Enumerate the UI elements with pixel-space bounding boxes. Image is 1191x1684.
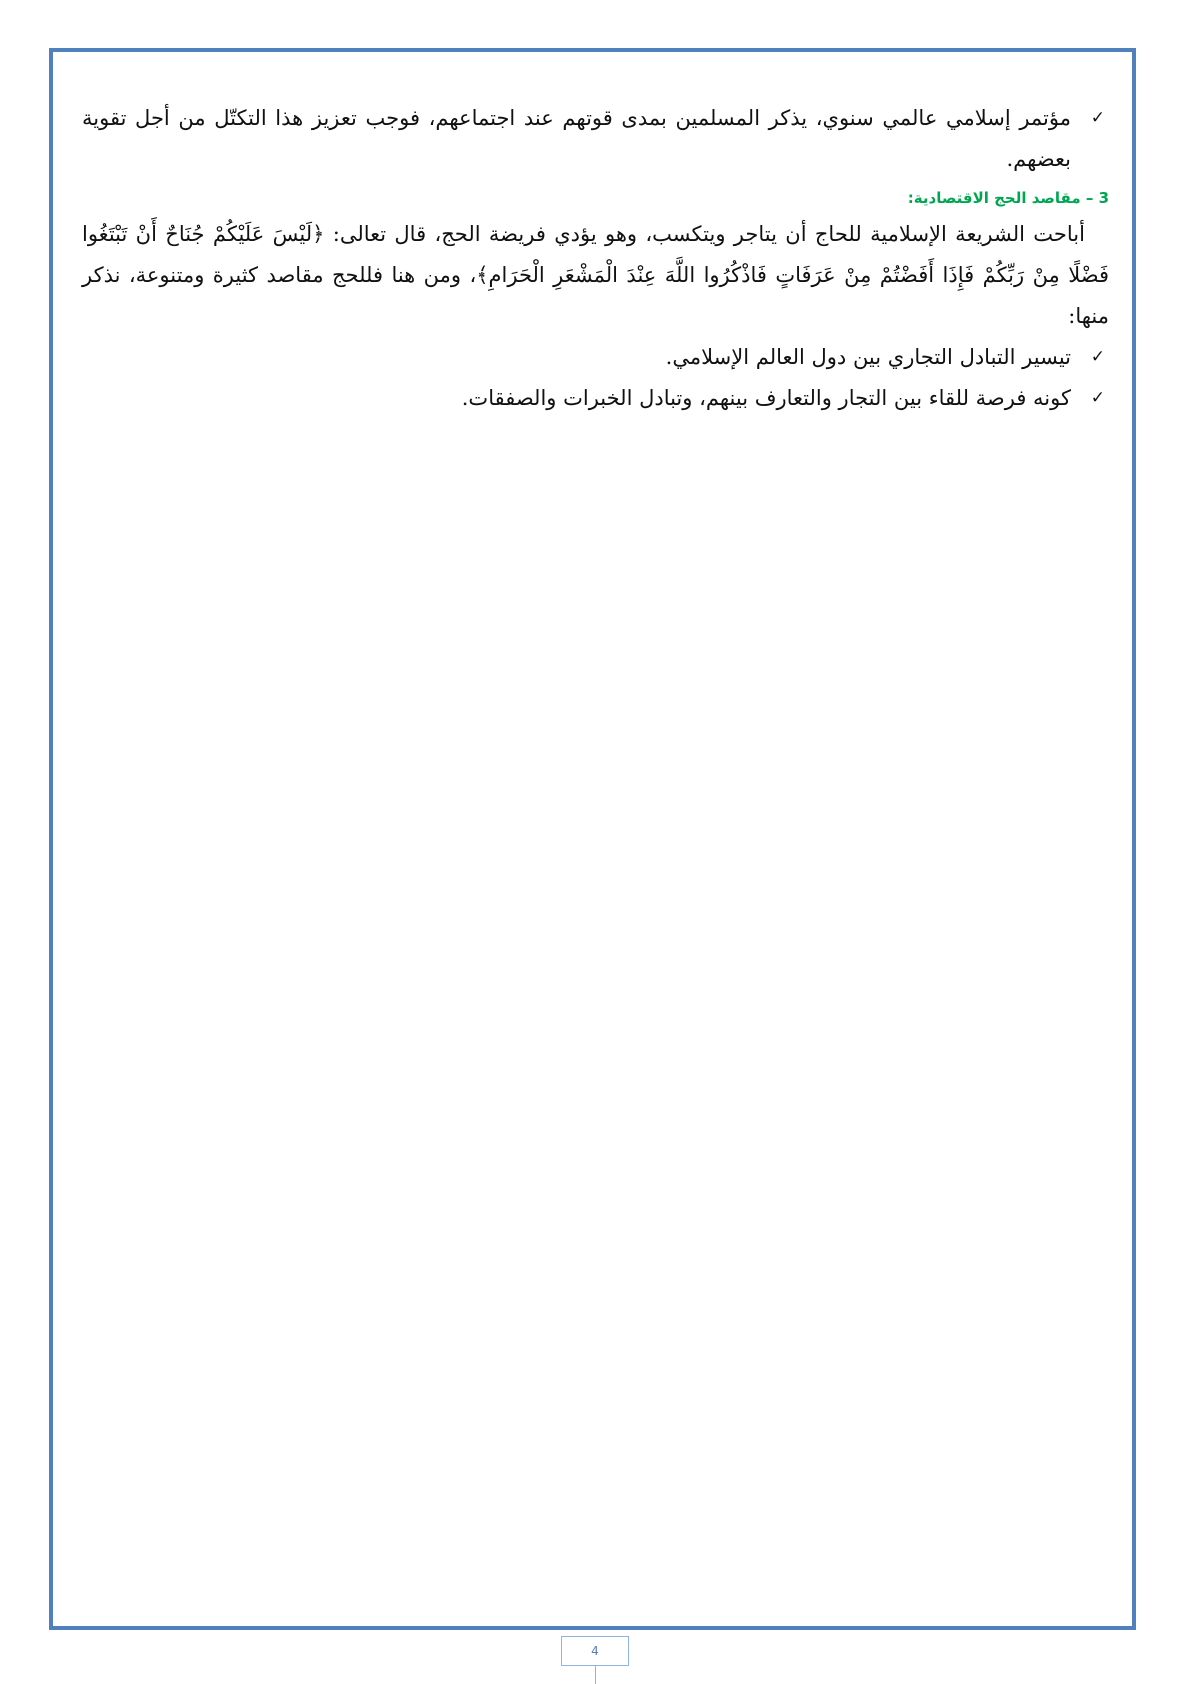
body-paragraph: أباحت الشريعة الإسلامية للحاج أن يتاجر ويتكسب، وهو يؤدي فريضة الحج، قال تعالى: ﴿لَيْسَ عَلَيْكُمْ جُنَاحٌ أَنْ تَبْتَغُوا فَضْلًا مِنْ رَبِّكُمْ فَإِذَا أَفَضْتُمْ مِنْ عَرَفَاتٍ فَاذْكُرُوا اللَّهَ عِنْدَ الْمَشْعَرِ الْحَرَامِ﴾، ومن هنا فللحج مقاصد كثيرة ومتنوعة، نذكر منها:	[82, 222, 1109, 328]
section-heading: 3 – مقاصد الحج الاقتصادية:	[907, 189, 1109, 207]
list-item	[82, 337, 1109, 378]
list-item	[82, 378, 1109, 419]
list-item-text: تيسير التبادل التجاري بين دول العالم الإسلامي.	[665, 345, 1071, 369]
check-mark-icon: ✓	[1090, 347, 1105, 367]
page-content	[82, 98, 1109, 419]
check-mark-icon: ✓	[1090, 388, 1105, 408]
page-number: 4	[561, 1636, 629, 1666]
list-item-text: كونه فرصة للقاء بين التجار والتعارف بينهم، وتبادل الخبرات والصفقات.	[461, 386, 1071, 410]
page-number-connector	[595, 1665, 596, 1684]
list-item	[82, 98, 1109, 180]
list-item-text: مؤتمر إسلامي عالمي سنوي، يذكر المسلمين بمدى قوتهم عند اجتماعهم، فوجب تعزيز هذا التكتّل من أجل تقوية بعضهم.	[82, 106, 1071, 171]
check-mark-icon: ✓	[1090, 108, 1105, 128]
